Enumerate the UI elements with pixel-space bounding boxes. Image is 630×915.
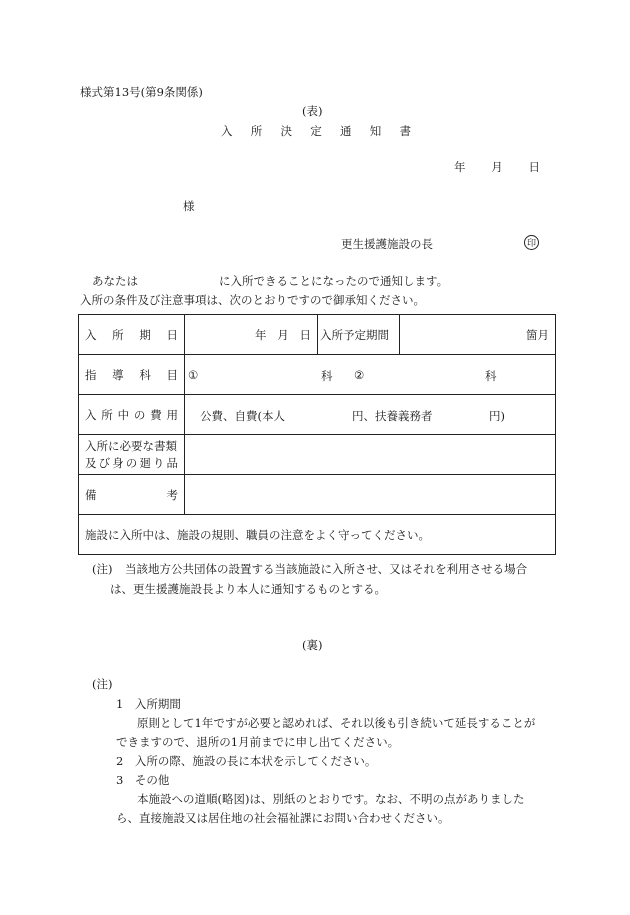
required-items-field	[185, 435, 556, 475]
issue-date: 年 月 日	[454, 160, 540, 174]
item3-line1: 本施設への道順(略図)は、別紙のとおりです。なお、不明の点がありました	[137, 792, 525, 806]
guidance-subject-field: ① 科 ② 科	[185, 355, 556, 395]
front-note-mark: (注)	[92, 562, 113, 576]
front-side-label: (表)	[302, 104, 323, 118]
row-remarks	[79, 475, 556, 515]
item1-line2: できますので、退所の1月前までに申し出てください。	[116, 735, 400, 749]
front-note-line1: 当該地方公共団体の設置する当該施設に入所させ、又はそれを利用させる場合	[125, 562, 528, 576]
document-title: 入 所 決 定 通 知 書	[221, 124, 411, 138]
back-note-mark: (注)	[92, 677, 113, 691]
row-costs	[79, 395, 556, 435]
front-note-line2: は、更生援護施設長より本人に通知するものとする。	[110, 582, 386, 596]
notice-line2: 入所の条件及び注意事項は、次のとおりですので御承知ください。	[80, 293, 425, 307]
row-footer	[79, 515, 556, 555]
remarks-field	[185, 475, 556, 515]
form-number: 様式第13号(第9条関係)	[80, 85, 203, 99]
planned-period-field: 箇月	[400, 315, 556, 355]
sender-name: 更生援護施設の長	[341, 237, 433, 251]
admission-date-field: 年 月 日	[255, 327, 311, 342]
guidance-subject-label: 指 導 科 目	[85, 367, 178, 382]
notice-line1-start: あなたは	[92, 274, 138, 288]
back-side-label: (裏)	[302, 638, 323, 652]
item1-title: 1 入所期間	[116, 697, 181, 711]
admission-conditions-table	[78, 314, 556, 555]
admission-date-label: 入 所 期 日	[85, 327, 178, 342]
required-items-label-line2: 及 び 身 の 廻 り 品	[85, 455, 178, 470]
seal-mark: 印	[524, 235, 539, 250]
item2: 2 入所の際、施設の長に本状を示してください。	[116, 754, 377, 768]
required-items-label-line1: 入所に必要な書類	[85, 438, 177, 453]
costs-field: 公費、自費(本人 円、扶養義務者 円)	[185, 395, 556, 435]
row-required-items	[79, 435, 556, 475]
item1-line1: 原則として1年ですが必要と認めれば、それ以後も引き続いて延長することが	[137, 716, 536, 730]
addressee-suffix: 様	[183, 199, 195, 213]
planned-period-label: 入所予定期間	[318, 315, 400, 355]
costs-label: 入 所 中 の 費 用	[85, 407, 178, 422]
notice-line1-end: に入所できることになったので通知します。	[219, 274, 449, 288]
row-guidance-subject	[79, 355, 556, 395]
remarks-label: 備 考	[85, 487, 178, 502]
item3-line2: ら、直接施設又は居住地の社会福祉課にお問い合わせください。	[116, 811, 450, 825]
row-admission-date	[79, 315, 556, 355]
facility-rules-note: 施設に入所中は、施設の規則、職員の注意をよく守ってください。	[79, 515, 556, 555]
item3-title: 3 その他	[116, 773, 170, 787]
